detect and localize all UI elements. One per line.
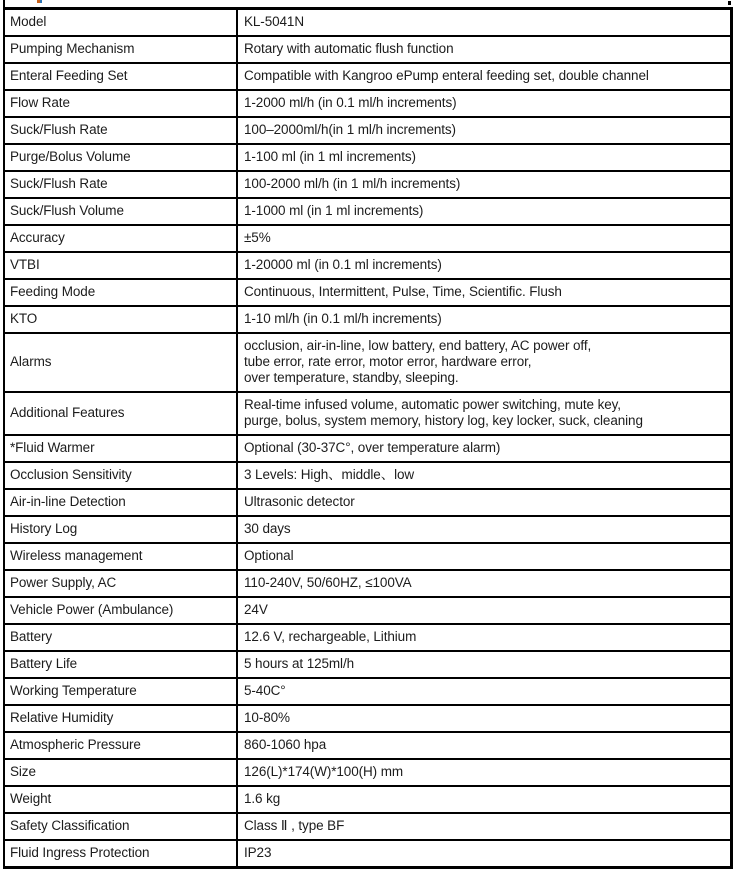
table-row [4,759,731,786]
table-row [4,171,731,198]
table-row [4,279,731,306]
table-row [4,651,731,678]
table-row [4,732,731,759]
table-row [4,333,731,392]
spec-parameter-label: Working Temperature [4,678,237,705]
spec-value: KL-5041N [237,9,731,37]
table-row [4,435,731,462]
table-row [4,840,731,868]
spec-parameter-label: Purge/Bolus Volume [4,144,237,171]
spec-parameter-label: Model [4,9,237,37]
spec-parameter-label: Weight [4,786,237,813]
spec-parameter-label: Suck/Flush Rate [4,117,237,144]
table-row [4,198,731,225]
spec-value: Class Ⅱ , type BF [237,813,731,840]
table-row [4,543,731,570]
spec-value: Continuous, Intermittent, Pulse, Time, Scientific. Flush [237,279,731,306]
spec-value: Ultrasonic detector [237,489,731,516]
spec-parameter-label: Alarms [4,333,237,392]
table-row [4,144,731,171]
spec-parameter-label: VTBI [4,252,237,279]
spec-value: occlusion, air-in-line, low battery, end battery, AC power off, tube error, rate error, motor error, hardware error, over temperature, standby, sleeping. [237,333,731,392]
spec-value: 5 hours at 125ml/h [237,651,731,678]
table-row [4,392,731,435]
table-row [4,252,731,279]
spec-value: 10-80% [237,705,731,732]
spec-value: Optional (30-37C°, over temperature alarm) [237,435,731,462]
spec-parameter-label: Atmospheric Pressure [4,732,237,759]
spec-value: IP23 [237,840,731,868]
table-row [4,597,731,624]
cropped-heading-artifact [37,0,42,3]
spec-parameter-label: Suck/Flush Rate [4,171,237,198]
spec-value: 1-10 ml/h (in 0.1 ml/h increments) [237,306,731,333]
spec-value: 24V [237,597,731,624]
table-row [4,489,731,516]
spec-value: 1-2000 ml/h (in 0.1 ml/h increments) [237,90,731,117]
table-row [4,516,731,543]
spec-parameter-label: KTO [4,306,237,333]
table-row [4,813,731,840]
table-row [4,624,731,651]
spec-value: 100–2000ml/h(in 1 ml/h increments) [237,117,731,144]
spec-value: 3 Levels: High、middle、low [237,462,731,489]
table-row [4,678,731,705]
table-row [4,705,731,732]
spec-value: 30 days [237,516,731,543]
table-row [4,225,731,252]
spec-value: 126(L)*174(W)*100(H) mm [237,759,731,786]
table-row [4,90,731,117]
spec-parameter-label: Occlusion Sensitivity [4,462,237,489]
spec-parameter-label: Enteral Feeding Set [4,63,237,90]
spec-table-body [4,9,731,868]
spec-parameter-label: Size [4,759,237,786]
spec-parameter-label: Pumping Mechanism [4,36,237,63]
spec-parameter-label: Relative Humidity [4,705,237,732]
specification-table [3,7,733,869]
spec-parameter-label: Feeding Mode [4,279,237,306]
artifact-blue-sliver [40,0,43,3]
table-row [4,63,731,90]
spec-value: 1-20000 ml (in 0.1 ml increments) [237,252,731,279]
spec-parameter-label: Suck/Flush Volume [4,198,237,225]
cropped-corner-dot [728,1,731,5]
spec-value: 100-2000 ml/h (in 1 ml/h increments) [237,171,731,198]
table-row [4,9,731,37]
table-row [4,786,731,813]
spec-parameter-label: Wireless management [4,543,237,570]
spec-parameter-label: History Log [4,516,237,543]
spec-value: Compatible with Kangroo ePump enteral feeding set, double channel [237,63,731,90]
spec-parameter-label: Vehicle Power (Ambulance) [4,597,237,624]
spec-value: 1-100 ml (in 1 ml increments) [237,144,731,171]
spec-value: 110-240V, 50/60HZ, ≤100VA [237,570,731,597]
spec-parameter-label: Battery Life [4,651,237,678]
spec-parameter-label: Power Supply, AC [4,570,237,597]
table-row [4,306,731,333]
spec-value: 1.6 kg [237,786,731,813]
spec-value: ±5% [237,225,731,252]
spec-value: 5-40C° [237,678,731,705]
spec-parameter-label: Fluid Ingress Protection [4,840,237,868]
spec-parameter-label: *Fluid Warmer [4,435,237,462]
spec-parameter-label: Accuracy [4,225,237,252]
spec-parameter-label: Battery [4,624,237,651]
spec-parameter-label: Additional Features [4,392,237,435]
table-row [4,462,731,489]
spec-parameter-label: Flow Rate [4,90,237,117]
table-row [4,117,731,144]
spec-value: Optional [237,543,731,570]
table-row [4,36,731,63]
table-row [4,570,731,597]
spec-value: Real-time infused volume, automatic power switching, mute key, purge, bolus, system memory, history log, key locker, suck, cleaning [237,392,731,435]
spec-value: 1-1000 ml (in 1 ml increments) [237,198,731,225]
spec-value: 12.6 V, rechargeable, Lithium [237,624,731,651]
spec-value: 860-1060 hpa [237,732,731,759]
spec-parameter-label: Safety Classification [4,813,237,840]
spec-parameter-label: Air-in-line Detection [4,489,237,516]
spec-value: Rotary with automatic flush function [237,36,731,63]
